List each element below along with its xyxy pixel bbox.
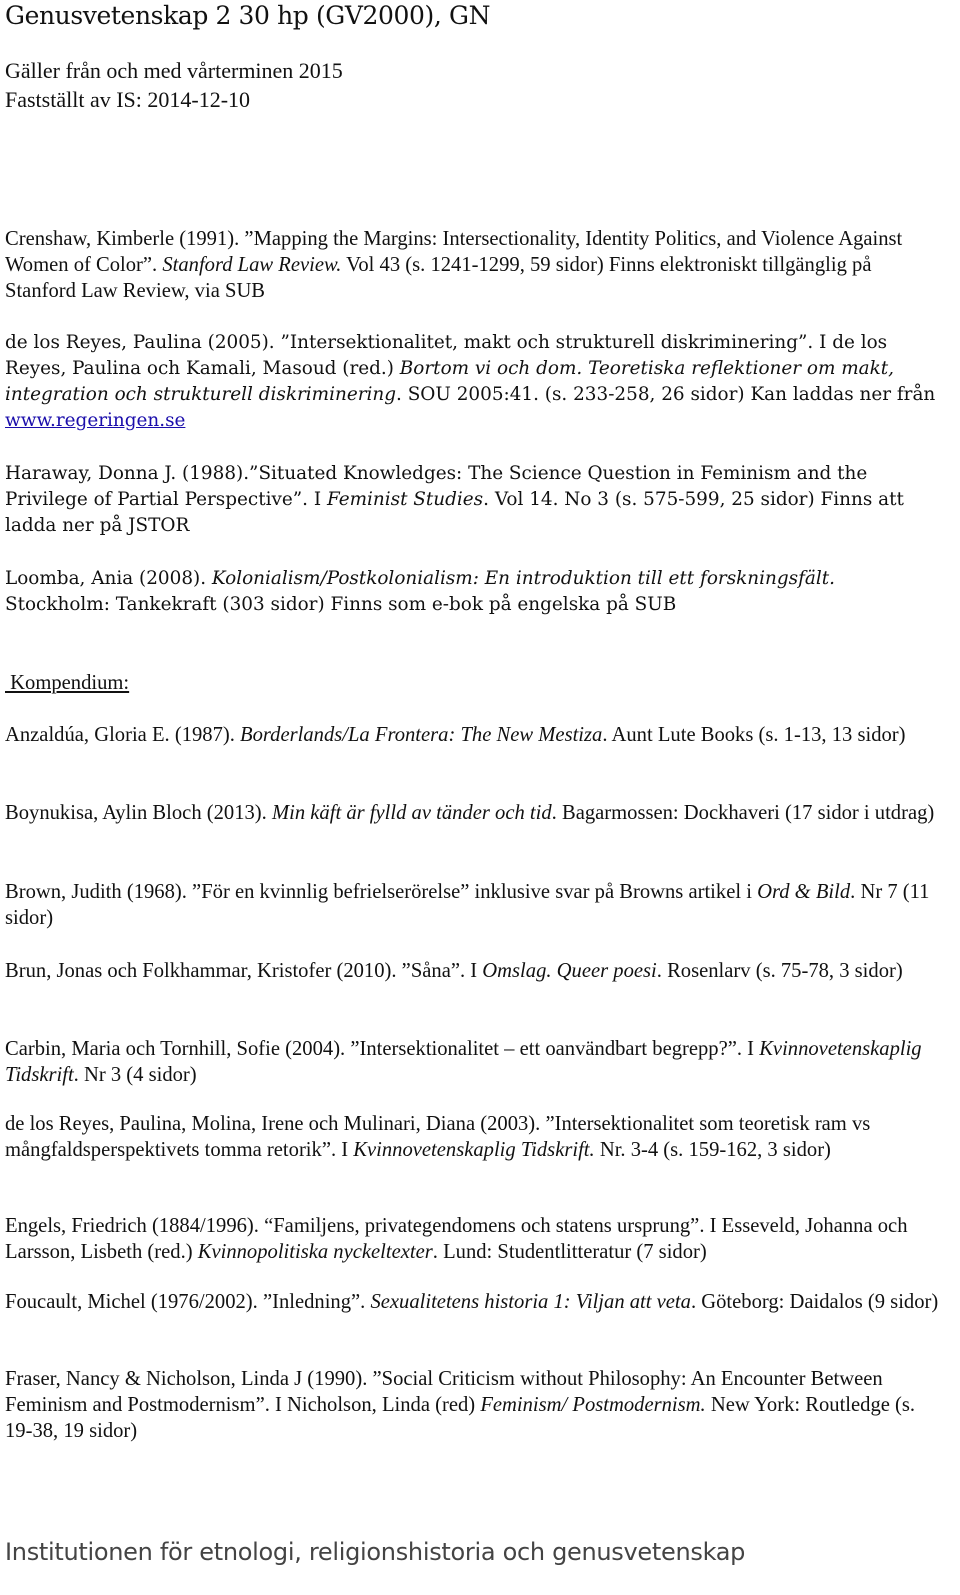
reference-entry: Engels, Friedrich (1884/1996). “Familjens, privategendomens och statens ursprung”. I Esseveld, Johanna och Larsson, Lisbeth (red.) Kvinnopolitiska nyckeltexter. Lund: Studentlitteratur (7 sidor) bbox=[5, 1215, 908, 1263]
reference-entry: Carbin, Maria och Tornhill, Sofie (2004). ”Intersektionalitet – ett oanvändbart begrepp?”. I Kvinnovetenskaplig Tidskrift. Nr 3 (4 sidor) bbox=[5, 1038, 922, 1086]
reference-entry: Anzaldúa, Gloria E. (1987). Borderlands/La Frontera: The New Mestiza. Aunt Lute Books (s. 1-13, 13 sidor) bbox=[5, 724, 906, 746]
reference-entry: Loomba, Ania (2008). Kolonialism/Postkolonialism: En introduktion till ett forskningsfält. Stockholm: Tankekraft (303 sidor) Finns som e-bok på engelska på SUB bbox=[5, 568, 835, 615]
regeringen-link[interactable]: www.regeringen.se bbox=[5, 410, 186, 431]
reference-entry: Boynukisa, Aylin Bloch (2013). Min käft är fylld av tänder och tid. Bagarmossen: Dockhaveri (17 sidor i utdrag) bbox=[5, 802, 935, 824]
reference-entry: Fraser, Nancy & Nicholson, Linda J (1990). ”Social Criticism without Philosophy: An Encounter Between Feminism and Postmodernism”. I Nicholson, Linda (red) Feminism/ Postmodernism. New York: Routledge (s. 19-38, 19 sidor) bbox=[5, 1368, 916, 1442]
compendium-heading: Kompendium: bbox=[5, 672, 130, 694]
reference-entry: Crenshaw, Kimberle (1991). ”Mapping the Margins: Intersectionality, Identity Politics, and Violence Against Women of Color”. Stanford Law Review. Vol 43 (s. 1241-1299, 59 sidor) Finns elektroniskt tillgänglig på Stanford Law Review, via SUB bbox=[5, 228, 903, 302]
reference-entry: Brown, Judith (1968). ”För en kvinnlig befrielserörelse” inklusive svar på Browns artikel i Ord & Bild. Nr 7 (11 sidor) bbox=[5, 881, 930, 929]
reference-entry: de los Reyes, Paulina, Molina, Irene och Mulinari, Diana (2003). ”Intersektionalitet som teoretisk ram vs mångfaldsperspektivets tomma retorik”. I Kvinnovetenskaplig Tidskrift. Nr. 3-4 (s. 159-162, 3 sidor) bbox=[5, 1113, 871, 1161]
approved-date-text: Fastställt av IS: 2014-12-10 bbox=[5, 87, 251, 112]
page-title: Genusvetenskap 2 30 hp (GV2000), GN bbox=[5, 1, 491, 30]
valid-from-text: Gäller från och med vårterminen 2015 bbox=[5, 58, 343, 83]
reference-entry: Brun, Jonas och Folkhammar, Kristofer (2010). ”Såna”. I Omslag. Queer poesi. Rosenlarv (s. 75-78, 3 sidor) bbox=[5, 960, 903, 982]
reference-entry: de los Reyes, Paulina (2005). ”Intersektionalitet, makt och strukturell diskriminering”. I de los Reyes, Paulina och Kamali, Masoud (red.) Bortom vi och dom. Teoretiska reflektioner om makt, integration och strukturell diskriminering. SOU 2005:41. (s. 233-258, 26 sidor) Kan laddas ner från www.regeringen.se bbox=[5, 332, 936, 431]
reference-entry: Foucault, Michel (1976/2002). ”Inledning”. Sexualitetens historia 1: Viljan att veta. Göteborg: Daidalos (9 sidor) bbox=[5, 1291, 939, 1313]
reference-entry: Haraway, Donna J. (1988).”Situated Knowledges: The Science Question in Feminism and the Privilege of Partial Perspective”. I Feminist Studies. Vol 14. No 3 (s. 575-599, 25 sidor) Finns att ladda ner på JSTOR bbox=[5, 463, 904, 536]
department-footer: Institutionen för etnologi, religionshistoria och genusvetenskap bbox=[5, 1538, 746, 1566]
